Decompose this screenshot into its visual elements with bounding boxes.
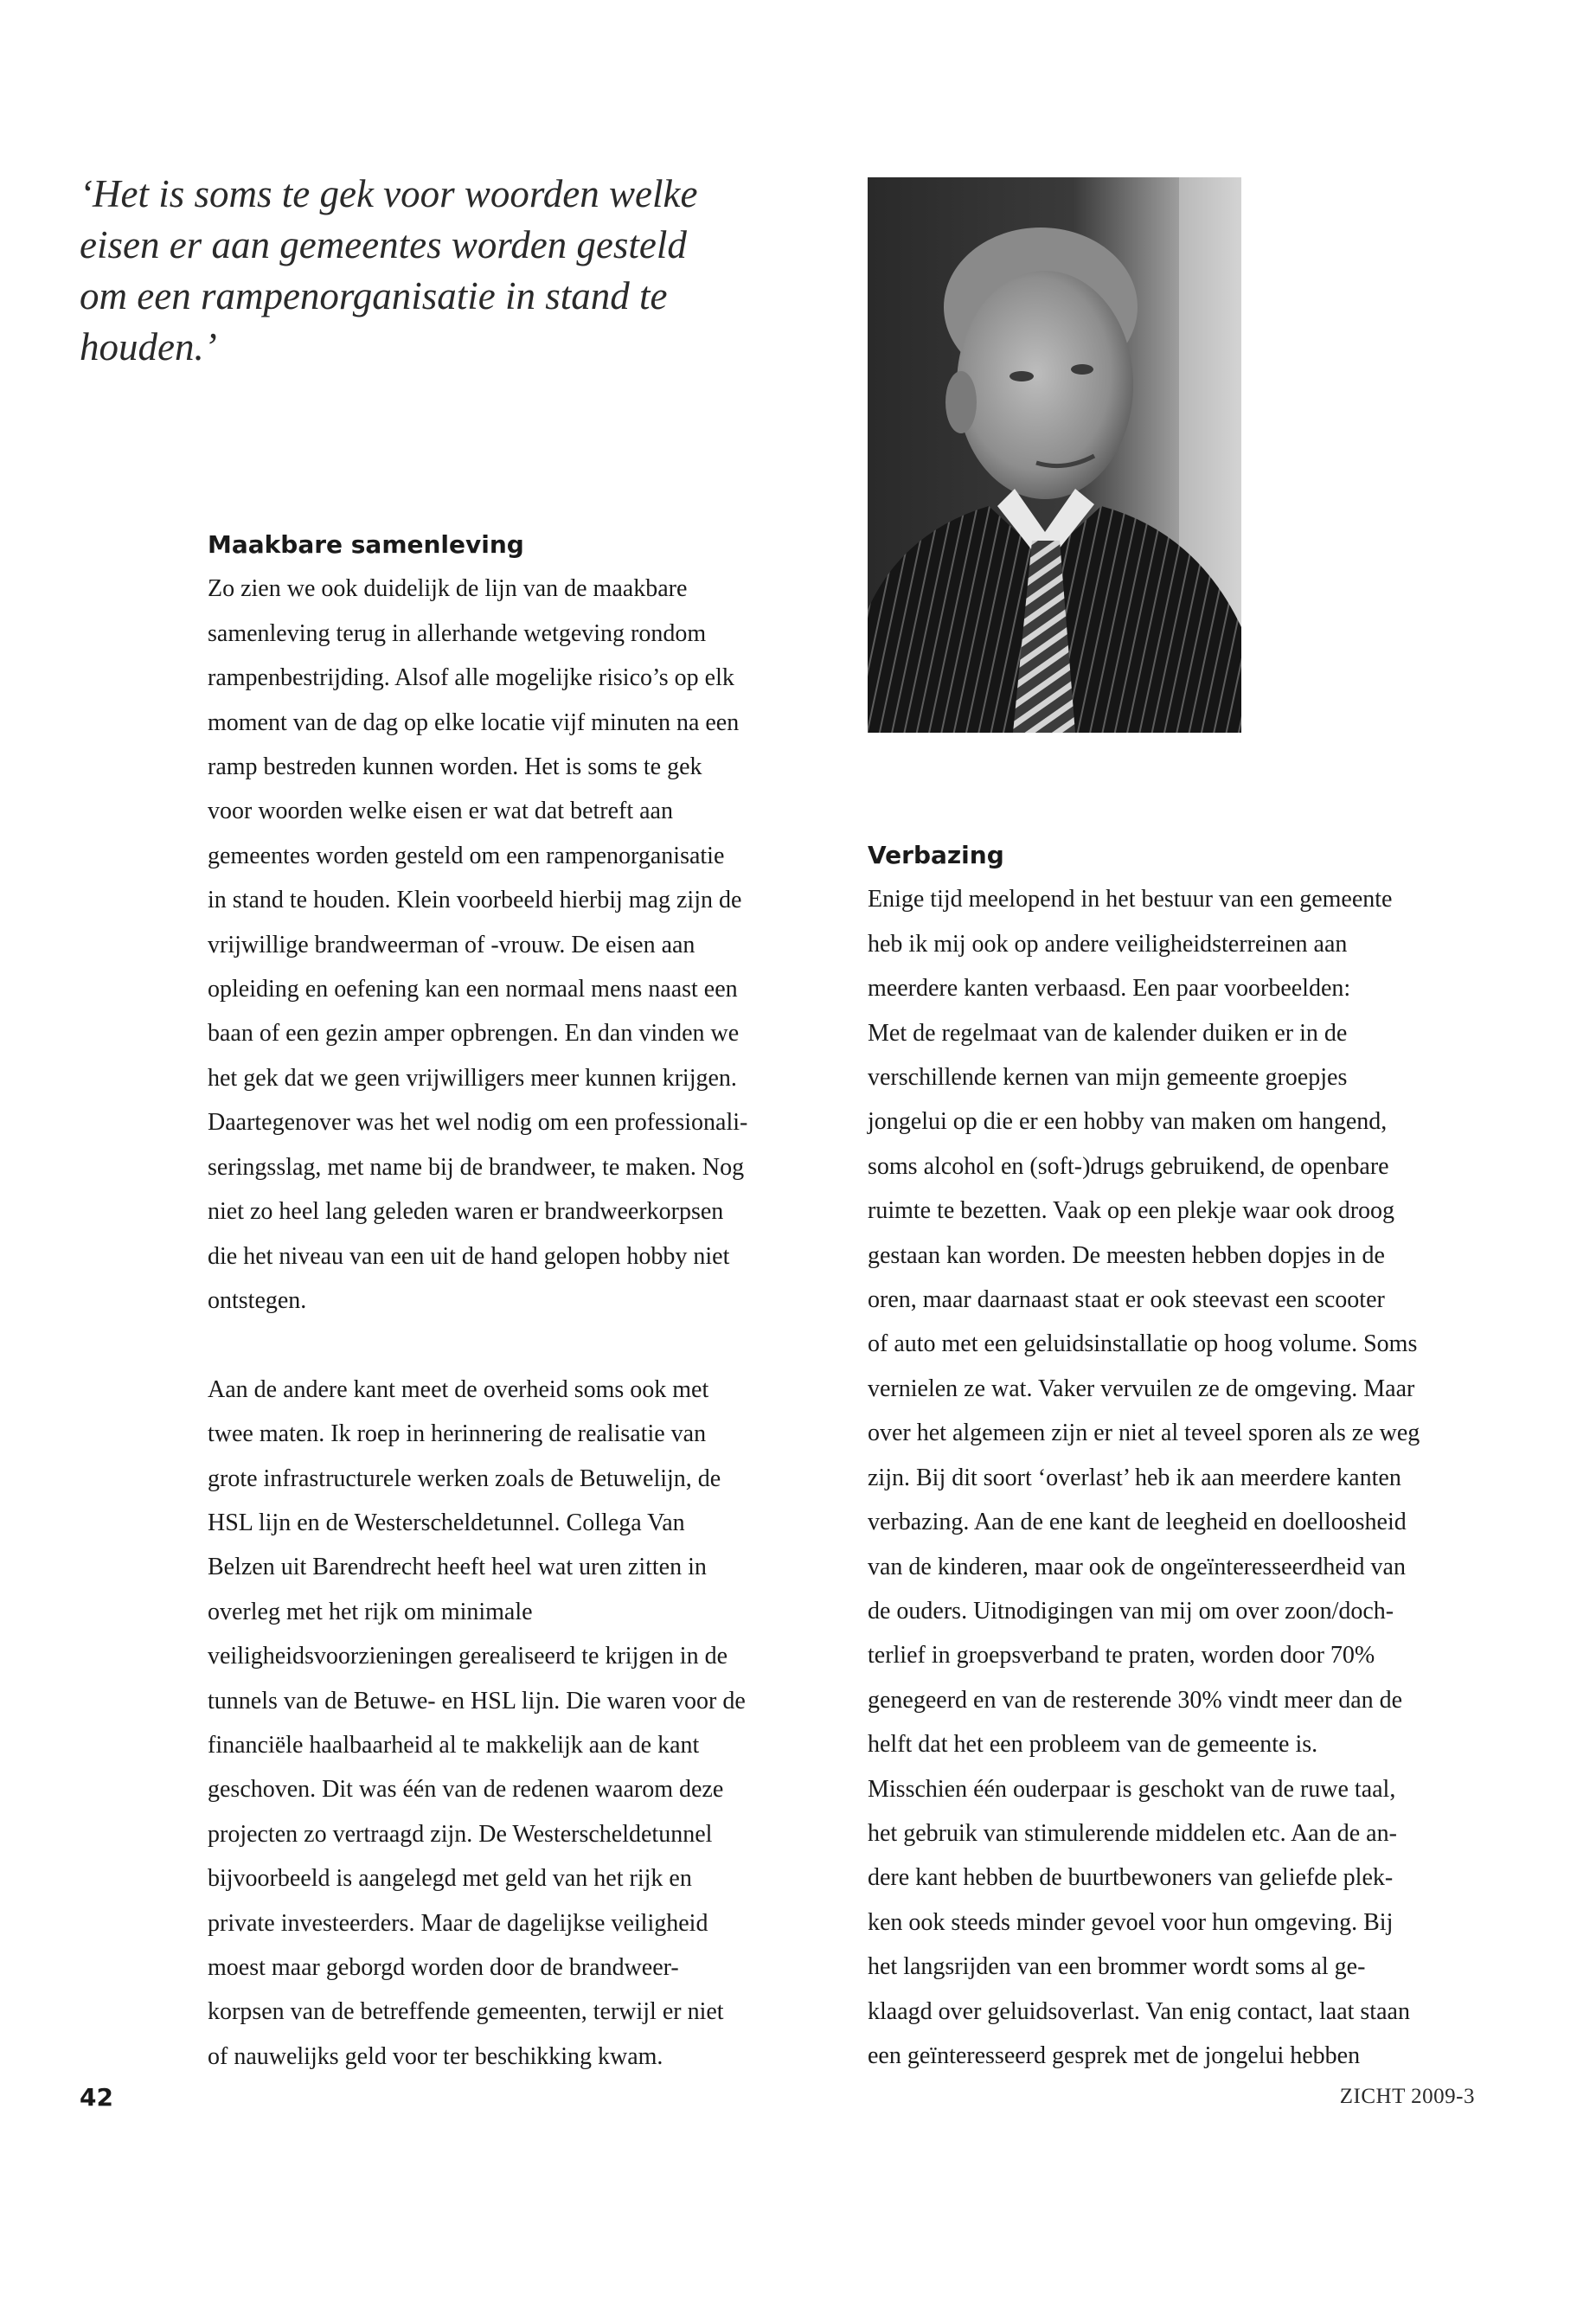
- text-line: over het algemeen zijn er niet al teveel sporen als ze weg: [868, 1420, 1420, 1447]
- text-line: geschoven. Dit was één van de redenen waarom deze: [208, 1776, 724, 1804]
- text-line: financiële haalbaarheid al te makkelijk aan de kant: [208, 1731, 700, 1759]
- text-line: voor woorden welke eisen er wat dat betreft aan: [208, 798, 673, 825]
- text-line: helft dat het een probleem van de gemeente is.: [868, 1731, 1318, 1759]
- text-line: twee maten. Ik roep in herinnering de realisatie van: [208, 1420, 707, 1448]
- text-line: rampenbestrijding. Alsof alle mogelijke risico’s op elk: [208, 664, 734, 692]
- text-line: veiligheidsvoorzieningen gerealiseerd te krijgen in de: [208, 1643, 728, 1670]
- section-heading-maakbare-samenleving: Maakbare samenleving: [208, 530, 524, 559]
- text-line: ‘Het is soms te gek voor woorden welke: [80, 172, 698, 215]
- text-line: HSL lijn en de Westerscheldetunnel. Collega Van: [208, 1509, 685, 1536]
- text-line: moest maar geborgd worden door de brandweer-: [208, 1953, 679, 1981]
- text-line: ramp bestreden kunnen worden. Het is soms te gek: [208, 753, 702, 781]
- text-line: het gebruik van stimulerende middelen etc. Aan de an-: [868, 1819, 1397, 1847]
- text-line: bijvoorbeeld is aangelegd met geld van het rijk en: [208, 1865, 692, 1893]
- text-line: een geïnteresseerd gesprek met de jongelui hebben: [868, 2041, 1361, 2069]
- text-line: gestaan kan worden. De meesten hebben dopjes in de: [868, 1241, 1385, 1269]
- text-line: heb ik mij ook op andere veiligheidsterreinen aan: [868, 930, 1348, 958]
- section-heading-verbazing: Verbazing: [868, 841, 1004, 869]
- text-line: Daartegenover was het wel nodig om een professionali-: [208, 1109, 748, 1137]
- text-line: tunnels van de Betuwe- en HSL lijn. Die waren voor de: [208, 1687, 746, 1715]
- text-line: klaagd over geluidsoverlast. Van enig contact, laat staan: [868, 1997, 1410, 2025]
- text-line: houden.’: [80, 325, 217, 369]
- text-line: het langsrijden van een brommer wordt soms al ge-: [868, 1953, 1366, 1981]
- text-line: het gek dat we geen vrijwilligers meer kunnen krijgen.: [208, 1064, 737, 1092]
- left-column: [208, 522, 813, 2079]
- text-line: Zo zien we ook duidelijk de lijn van de maakbare: [208, 575, 688, 603]
- portrait-image: [868, 177, 1241, 733]
- text-line: Aan de andere kant meet de overheid soms ook met: [208, 1375, 709, 1403]
- text-line: moment van de dag op elke locatie vijf minuten na een: [208, 708, 740, 736]
- text-line: ontstegen.: [208, 1286, 307, 1314]
- text-line: samenleving terug in allerhande wetgeving rondom: [208, 619, 707, 647]
- text-line: Enige tijd meelopend in het bestuur van een gemeente: [868, 886, 1393, 913]
- text-line: jongelui op die er een hobby van maken om hangend,: [868, 1108, 1388, 1136]
- text-line: vernielen ze wat. Vaker vervuilen ze de omgeving. Maar: [868, 1375, 1415, 1402]
- text-line: opleiding en oefening kan een normaal mens naast een: [208, 976, 738, 1003]
- text-line: projecten zo vertraagd zijn. De Westerscheldetunnel: [208, 1820, 713, 1848]
- text-line: zijn. Bij dit soort ‘overlast’ heb ik aan meerdere kanten: [868, 1464, 1401, 1491]
- text-line: baan of een gezin amper opbrengen. En dan vinden we: [208, 1020, 740, 1048]
- text-line: terlief in groepsverband te praten, worden door 70%: [868, 1642, 1375, 1670]
- text-line: dere kant hebben de buurtbewoners van geliefde plek-: [868, 1864, 1394, 1892]
- text-line: die het niveau van een uit de hand gelopen hobby niet: [208, 1242, 730, 1270]
- text-line: in stand te houden. Klein voorbeeld hierbij mag zijn de: [208, 887, 742, 914]
- right-column: [868, 833, 1473, 2078]
- text-line: de ouders. Uitnodigingen van mij om over zoon/doch-: [868, 1597, 1394, 1625]
- text-line: seringsslag, met name bij de brandweer, te maken. Nog: [208, 1153, 745, 1181]
- text-line: genegeerd en van de resterende 30% vindt meer dan de: [868, 1686, 1403, 1714]
- body-paragraph: [868, 877, 1473, 2078]
- magazine-issue: ZICHT 2009-3: [1339, 2085, 1475, 2108]
- paragraph-spacer: [208, 1323, 813, 1367]
- text-line: van de kinderen, maar ook de ongeïnteresseerdheid van: [868, 1553, 1406, 1580]
- text-line: grote infrastructurele werken zoals de Betuwelijn, de: [208, 1465, 721, 1492]
- text-line: soms alcohol en (soft-)drugs gebruikend, de openbare: [868, 1152, 1389, 1180]
- text-line: om een rampenorganisatie in stand te: [80, 274, 668, 317]
- pull-quote: [80, 169, 806, 373]
- text-line: Belzen uit Barendrecht heeft heel wat uren zitten in: [208, 1554, 707, 1581]
- text-line: Met de regelmaat van de kalender duiken er in de: [868, 1019, 1348, 1047]
- text-line: verschillende kernen van mijn gemeente groepjes: [868, 1064, 1348, 1092]
- text-line: vrijwillige brandweerman of -vrouw. De eisen aan: [208, 931, 695, 958]
- text-line: of nauwelijks geld voor ter beschikking kwam.: [208, 2042, 663, 2070]
- text-line: ruimte te bezetten. Vaak op een plekje waar ook droog: [868, 1197, 1395, 1225]
- text-line: niet zo heel lang geleden waren er brandweerkorpsen: [208, 1198, 724, 1226]
- text-line: Misschien één ouderpaar is geschokt van de ruwe taal,: [868, 1775, 1396, 1803]
- text-line: korpsen van de betreffende gemeenten, terwijl er niet: [208, 1998, 724, 2026]
- text-line: meerdere kanten verbaasd. Een paar voorbeelden:: [868, 975, 1351, 1003]
- text-line: verbazing. Aan de ene kant de leegheid en doelloosheid: [868, 1509, 1407, 1536]
- text-line: oren, maar daarnaast staat er ook steevast een scooter: [868, 1286, 1385, 1314]
- text-line: overleg met het rijk om minimale: [208, 1598, 533, 1625]
- text-line: ken ook steeds minder gevoel voor hun omgeving. Bij: [868, 1908, 1394, 1936]
- text-line: private investeerders. Maar de dagelijkse veiligheid: [208, 1909, 708, 1937]
- page-number: 42: [80, 2083, 113, 2112]
- body-paragraph: [208, 567, 813, 1323]
- text-line: eisen er aan gemeentes worden gesteld: [80, 223, 687, 266]
- text-line: of auto met een geluidsinstallatie op hoog volume. Soms: [868, 1330, 1418, 1358]
- text-line: gemeentes worden gesteld om een rampenorganisatie: [208, 842, 725, 869]
- portrait-photo: [868, 177, 1241, 733]
- body-paragraph: [208, 1368, 813, 2080]
